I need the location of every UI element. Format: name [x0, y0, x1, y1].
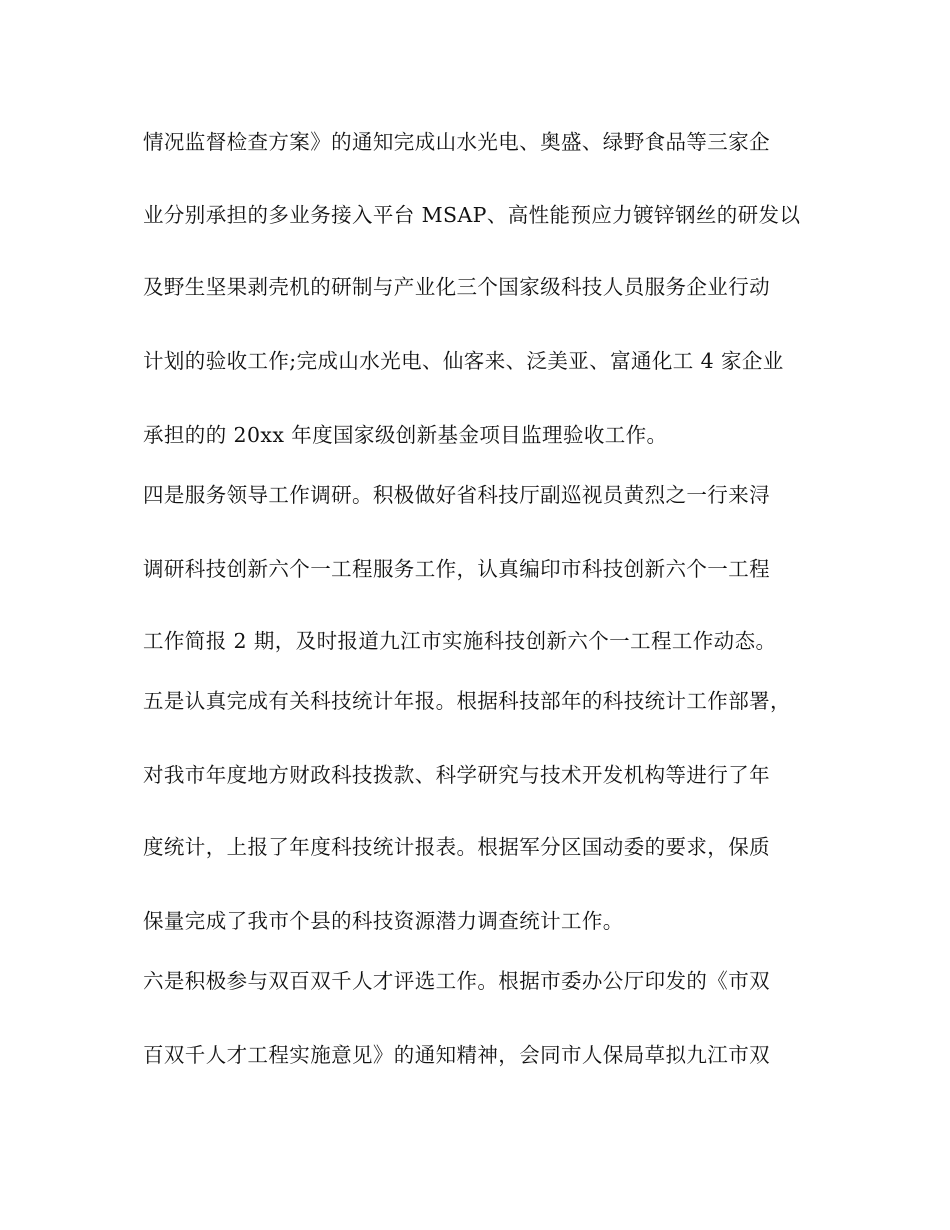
text-line: 调研科技创新六个一工程服务工作，认真编印市科技创新六个一工程 [143, 557, 770, 581]
text-line: 工作简报 2 期，及时报道九江市实施科技创新六个一工程工作动态。 [143, 629, 777, 653]
text-line: 四是服务领导工作调研。积极做好省科技厅副巡视员黄烈之一行来浔 [143, 483, 770, 507]
text-line: 及野生坚果剥壳机的研制与产业化三个国家级科技人员服务企业行动 [143, 275, 770, 299]
text-line: 情况监督检查方案》的通知完成山水光电、奥盛、绿野食品等三家企 [143, 130, 770, 154]
text-line: 对我市年度地方财政科技拨款、科学研究与技术开发机构等进行了年 [143, 763, 770, 787]
text-line: 六是积极参与双百双千人才评选工作。根据市委办公厅印发的《市双 [143, 969, 770, 993]
text-line: 保量完成了我市个县的科技资源潜力调查统计工作。 [143, 909, 624, 933]
text-line: 五是认真完成有关科技统计年报。根据科技部年的科技统计工作部署， [143, 689, 791, 713]
text-line: 百双千人才工程实施意见》的通知精神，会同市人保局草拟九江市双 [143, 1043, 770, 1067]
text-line: 度统计，上报了年度科技统计报表。根据军分区国动委的要求，保质 [143, 835, 770, 859]
text-line: 业分别承担的多业务接入平台 MSAP、高性能预应力镀锌钢丝的研发以 [143, 203, 801, 227]
text-line: 承担的的 20xx 年度国家级创新基金项目监理验收工作。 [143, 423, 668, 447]
text-line: 计划的验收工作;完成山水光电、仙客来、泛美亚、富通化工 4 家企业 [143, 349, 784, 373]
